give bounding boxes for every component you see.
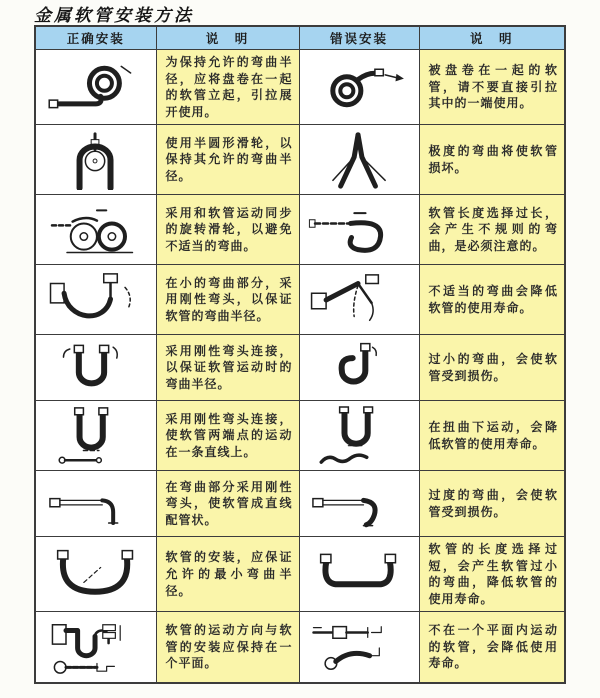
wrong-note-text: 过小的弯曲，会使软管受到损伤。 [428,352,558,383]
wrong-illustration-cell [299,335,419,401]
col-header-correct: 正确安装 [35,26,156,50]
wrong-note-cell [419,335,565,401]
page-title: 金属软管安装方法 [34,6,194,26]
twisted-motion-illustration [305,406,413,466]
out-of-plane-motion-illustration [305,617,413,677]
correct-illustration-cell [35,401,156,471]
correct-note-cell [156,335,299,401]
wrong-note-text: 被盘卷在一起的软管，请不要直接引拉其中的一端使用。 [428,63,558,111]
wrong-illustration-cell [299,471,419,537]
wrong-illustration-cell [299,265,419,335]
installation-guide-table [34,25,566,684]
correct-note-cell [156,401,299,471]
correct-note-cell [156,537,299,612]
hose-over-pulley-illustration [42,130,150,190]
table-row [35,195,565,265]
wrong-note-cell [419,265,565,335]
correct-note-text: 采用刚性弯头连接，以保证软管运动时的弯曲半径。 [165,343,293,391]
too-short-flat-bend-illustration [305,545,413,603]
table-row [35,125,565,195]
rigid-elbow-small-bend-illustration [42,270,150,330]
table-row [35,401,565,471]
col-header-wrong: 错误安装 [299,26,419,50]
correct-note-text: 在弯曲部分采用刚性弯头，使软管成直线配管状。 [165,479,293,527]
wrong-note-text: 不在一个平面内运动的软管，会降低使用寿命。 [428,623,558,671]
correct-illustration-cell [35,50,156,125]
irregular-bend-illustration [305,201,413,259]
correct-note-text: 软管的安装，应保证允许的最小弯曲半径。 [165,550,293,598]
extreme-bend-illustration [305,130,413,190]
correct-note-cell [156,612,299,683]
wrong-illustration-cell [299,50,419,125]
table-row [35,612,565,683]
correct-illustration-cell [35,537,156,612]
same-plane-trap-illustration [42,617,150,677]
table-row [35,537,565,612]
wrong-illustration-cell [299,195,419,265]
correct-illustration-cell [35,335,156,401]
wrong-note-cell [419,50,565,125]
wrong-note-text: 软管的长度选择过短，会产生软管过小的弯曲，降低软管的使用寿命。 [428,542,558,606]
bend-too-small-hook-illustration [305,340,413,396]
correct-note-cell [156,471,299,537]
correct-note-cell [156,265,299,335]
wrong-note-text: 不适当的弯曲会降低软管的使用寿命。 [428,284,558,315]
wrong-note-text: 软管长度选择过长，会产生不规则的弯曲，是必须注意的。 [428,205,558,253]
correct-illustration-cell [35,125,156,195]
correct-note-text: 软管的运动方向与软管的安装应保持在一个平面。 [165,623,293,671]
wrong-illustration-cell [299,125,419,195]
correct-illustration-cell [35,612,156,683]
correct-illustration-cell [35,265,156,335]
wrong-note-cell [419,471,565,537]
wrong-note-cell [419,195,565,265]
table-row [35,335,565,401]
inline-motion-u-illustration [42,406,150,466]
wrong-note-cell [419,612,565,683]
wrong-note-cell [419,401,565,471]
minimum-bend-radius-illustration [42,545,150,603]
correct-note-text: 采用刚性弯头连接，使软管两端点的运动在一条直线上。 [165,411,293,459]
wrong-note-text: 在扭曲下运动，会降低软管的使用寿命。 [428,420,558,451]
wrong-note-text: 过度的弯曲，会使软管受到损伤。 [428,488,558,519]
wrong-illustration-cell [299,612,419,683]
correct-note-text: 采用和软管运动同步的旋转滑轮，以避免不适当的弯曲。 [165,205,293,253]
wrong-note-text: 极度的弯曲将使软管损坏。 [428,144,558,175]
correct-note-cell [156,125,299,195]
table-row [35,471,565,537]
correct-note-cell [156,50,299,125]
header-row [35,26,565,50]
coiled-hose-standing-illustration [42,58,150,116]
wrong-note-cell [419,125,565,195]
col-header-note-2: 说 明 [419,26,565,50]
correct-illustration-cell [35,471,156,537]
correct-note-text: 在小的弯曲部分，采用刚性弯头，以保证软管的弯曲半径。 [165,275,293,323]
correct-note-text: 为保持允许的弯曲半径，应将盘卷在一起的软管立起，引拉展开使用。 [165,55,293,119]
coil-pulled-from-end-illustration [305,58,413,116]
table-row [35,265,565,335]
wrong-note-cell [419,537,565,612]
excessive-bend-elbow-illustration [305,476,413,532]
correct-illustration-cell [35,195,156,265]
improper-sharp-bend-illustration [305,270,413,330]
table-row [35,50,565,125]
correct-note-text: 使用半圆形滑轮，以保持其允许的弯曲半径。 [165,135,293,183]
straight-piping-elbow-illustration [42,476,150,532]
synchronized-rollers-illustration [42,201,150,259]
elbow-u-hang-illustration [42,340,150,396]
col-header-note-1: 说 明 [156,26,299,50]
wrong-illustration-cell [299,537,419,612]
correct-note-cell [156,195,299,265]
wrong-illustration-cell [299,401,419,471]
